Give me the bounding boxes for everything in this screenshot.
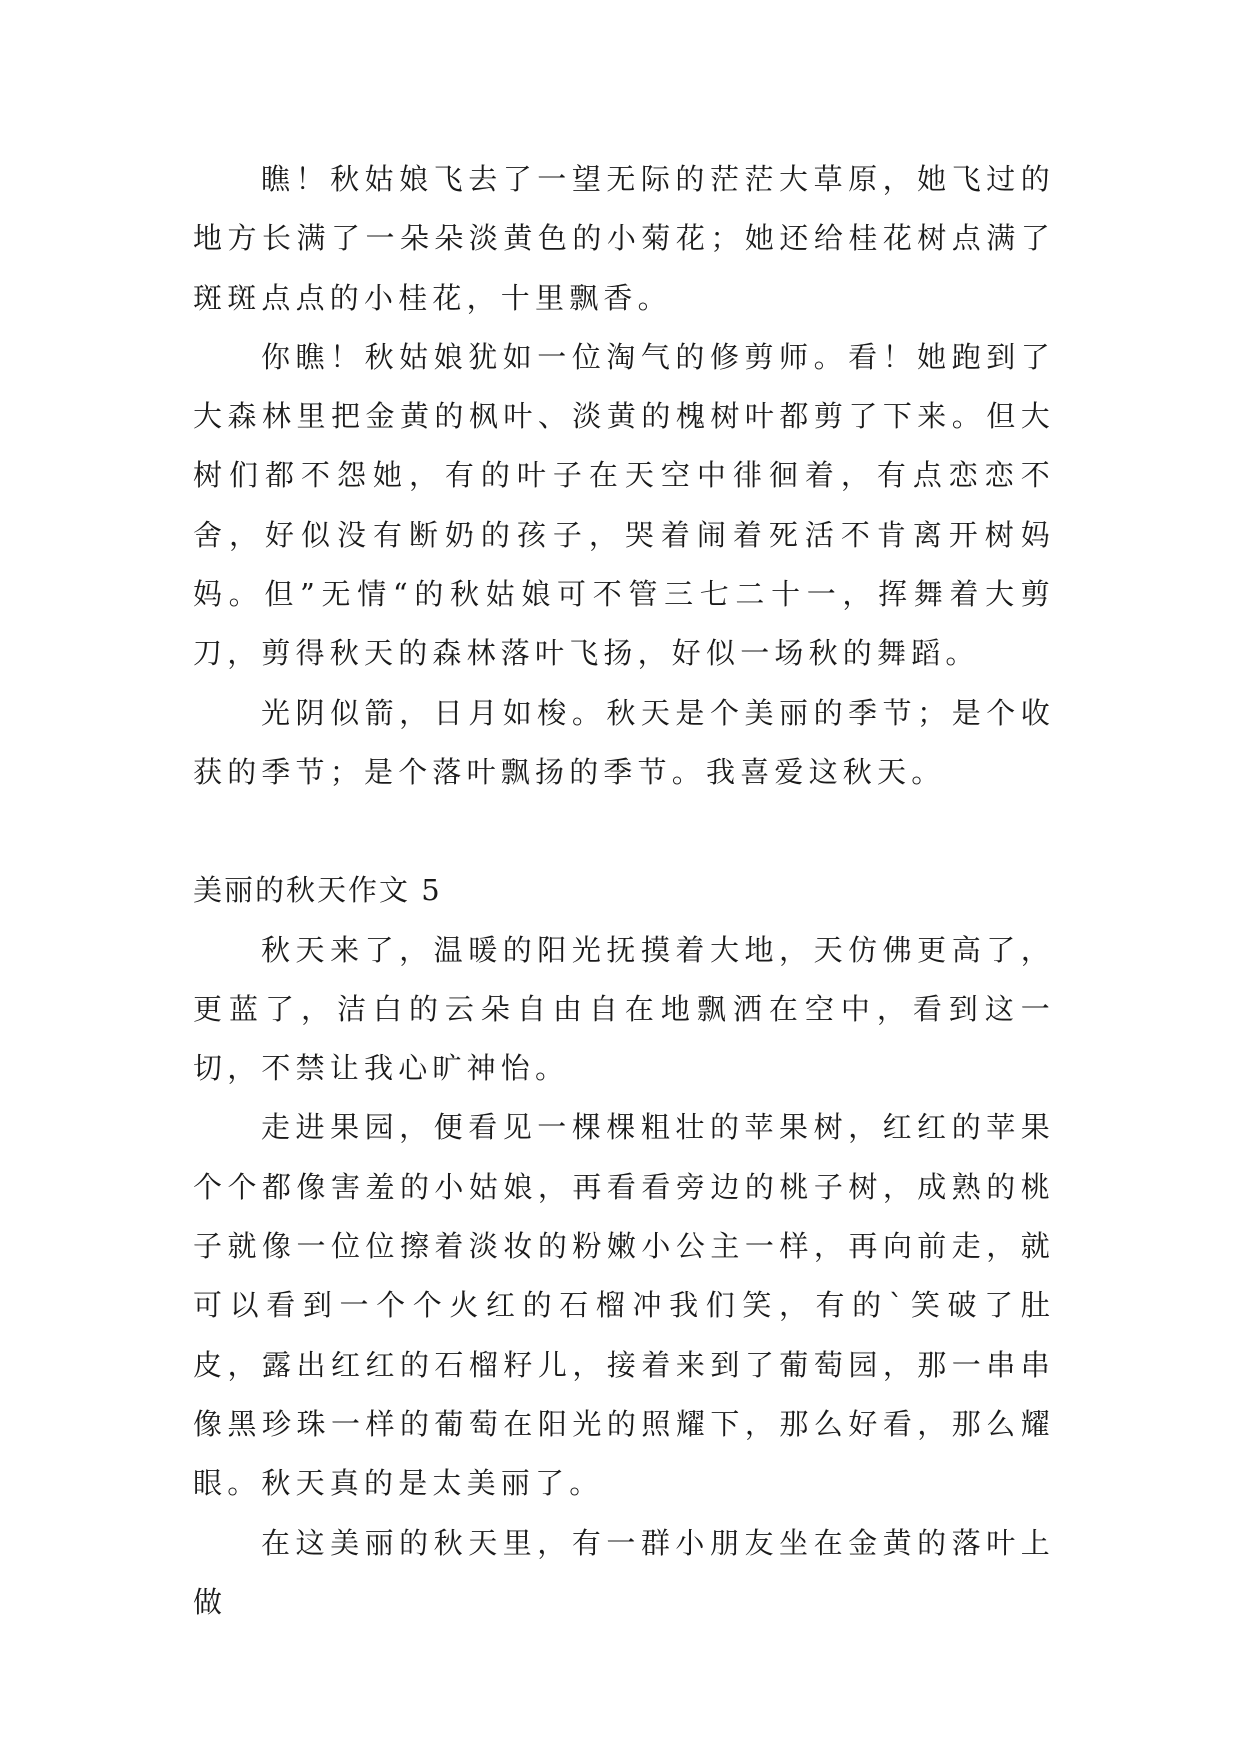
paragraph: 走进果园，便看见一棵棵粗壮的苹果树，红红的苹果个个都像害羞的小姑娘，再看看旁边的桃子树，成熟的桃子就像一位位擦着淡妆的粉嫩小公主一样，再向前走，就可以看到一个个火红的石榴冲我们笑，有的`笑破了肚皮，露出红红的石榴籽儿，接着来到了葡萄园，那一串串像黑珍珠一样的葡萄在阳光的照耀下，那么好看，那么耀眼。秋天真的是太美丽了。 bbox=[193, 1110, 1055, 1501]
paragraph: 瞧！秋姑娘飞去了一望无际的茫茫大草原，她飞过的地方长满了一朵朵淡黄色的小菊花；她还给桂花树点满了斑斑点点的小桂花，十里飘香。 bbox=[193, 162, 1055, 315]
section-title: 美丽的秋天作文 5 bbox=[193, 873, 442, 908]
paragraph: 秋天来了，温暖的阳光抚摸着大地，天仿佛更高了，更蓝了，洁白的云朵自由自在地飘洒在空中，看到这一切，不禁让我心旷神怡。 bbox=[193, 932, 1055, 1086]
document-body bbox=[193, 150, 1055, 1632]
paragraph: 在这美丽的秋天里，有一群小朋友坐在金黄的落叶上做 bbox=[193, 1525, 1055, 1619]
paragraph: 光阴似箭，日月如梭。秋天是个美丽的季节；是个收获的季节；是个落叶飘扬的季节。我喜爱这秋天。 bbox=[193, 695, 1055, 789]
section-spacer bbox=[193, 802, 1055, 861]
paragraph: 你瞧！秋姑娘犹如一位淘气的修剪师。看！她跑到了大森林里把金黄的枫叶、淡黄的槐树叶都剪了下来。但大树们都不怨她，有的叶子在天空中徘徊着，有点恋恋不舍，好似没有断奶的孩子，哭着闹着死活不肯离开树妈妈。但”无情“的秋姑娘可不管三七二十一，挥舞着大剪刀，剪得秋天的森林落叶飞扬，好似一场秋的舞蹈。 bbox=[193, 339, 1055, 671]
